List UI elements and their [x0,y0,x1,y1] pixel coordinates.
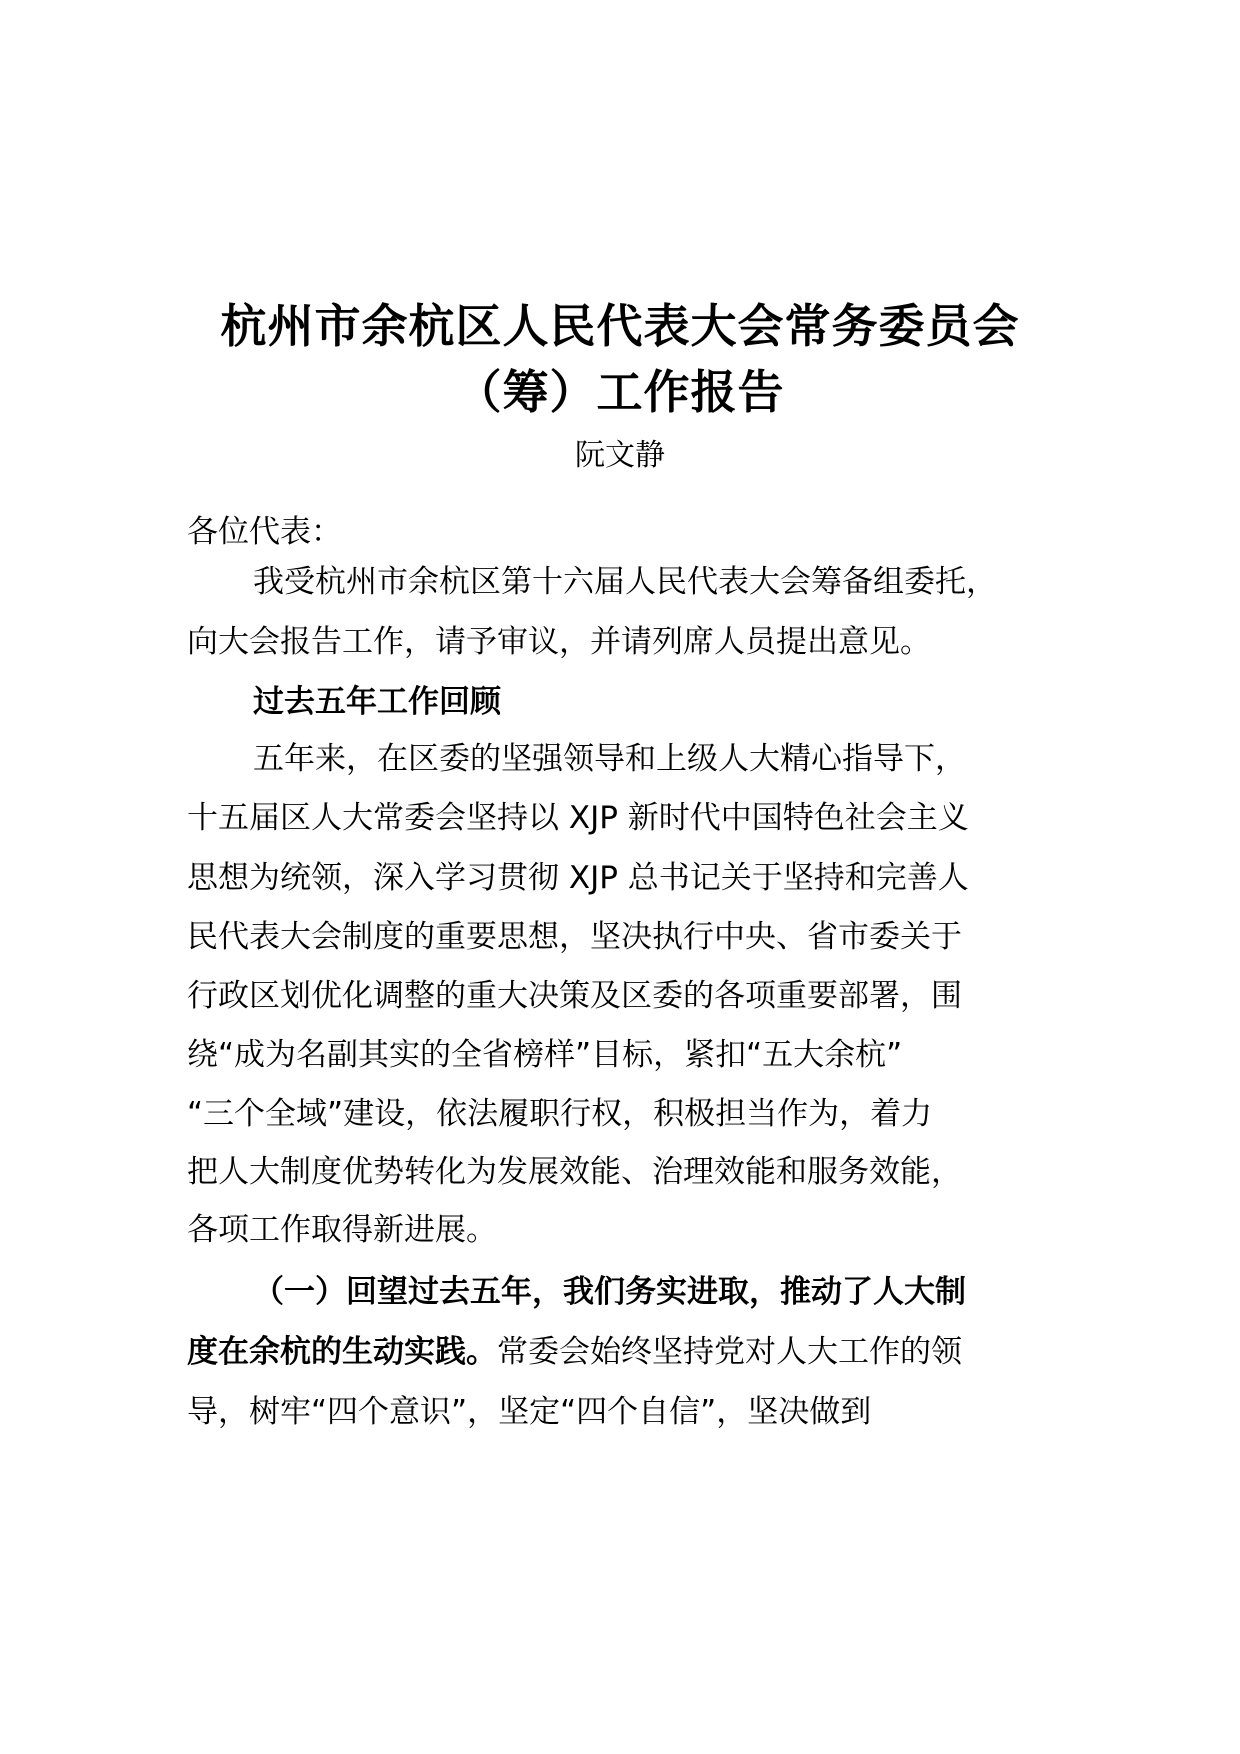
subsection-line-2-bold: 度在余杭的生动实践。 [187,1334,497,1370]
subsection-line-3: 导，树牢“四个意识”，坚定“四个自信”，坚决做到 [187,1394,872,1430]
subsection-line-1: （一）回望过去五年，我们务实进取，推动了人大制 [253,1274,966,1310]
body-line-6: 绕“成为名副其实的全省榜样”目标，紧扣“五大余杭” [187,1037,903,1073]
intro-line-1: 我受杭州市余杭区第十六届人民代表大会筹备组委托， [253,564,997,600]
salutation: 各位代表： [187,514,342,550]
body-line-5: 行政区划优化调整的重大决策及区委的各项重要部署，围 [187,978,962,1014]
document-title-line-1: 杭州市余杭区人民代表大会常务委员会 [220,299,1020,353]
body-line-1: 五年来，在区委的坚强领导和上级人大精心指导下， [253,741,966,777]
author-name: 阮文静 [575,438,665,473]
body-line-9: 各项工作取得新进展。 [187,1212,497,1248]
body-line-4: 民代表大会制度的重要思想，坚决执行中央、省市委关于 [187,919,962,955]
body-line-8: 把人大制度优势转化为发展效能、治理效能和服务效能， [187,1154,962,1190]
document-title-line-2: （筹）工作报告 [455,365,785,419]
subsection-line-2 [187,1330,962,1374]
subsection-line-2-rest: 常委会始终坚持党对人大工作的领 [497,1334,962,1370]
body-line-2: 十五届区人大常委会坚持以 XJP 新时代中国特色社会主义 [187,800,969,836]
body-line-3: 思想为统领，深入学习贯彻 XJP 总书记关于坚持和完善人 [187,860,969,896]
section-heading: 过去五年工作回顾 [253,684,501,720]
body-line-7: “三个全域”建设，依法履职行权，积极担当作为，着力 [187,1096,933,1132]
intro-line-2: 向大会报告工作，请予审议，并请列席人员提出意见。 [187,624,931,660]
